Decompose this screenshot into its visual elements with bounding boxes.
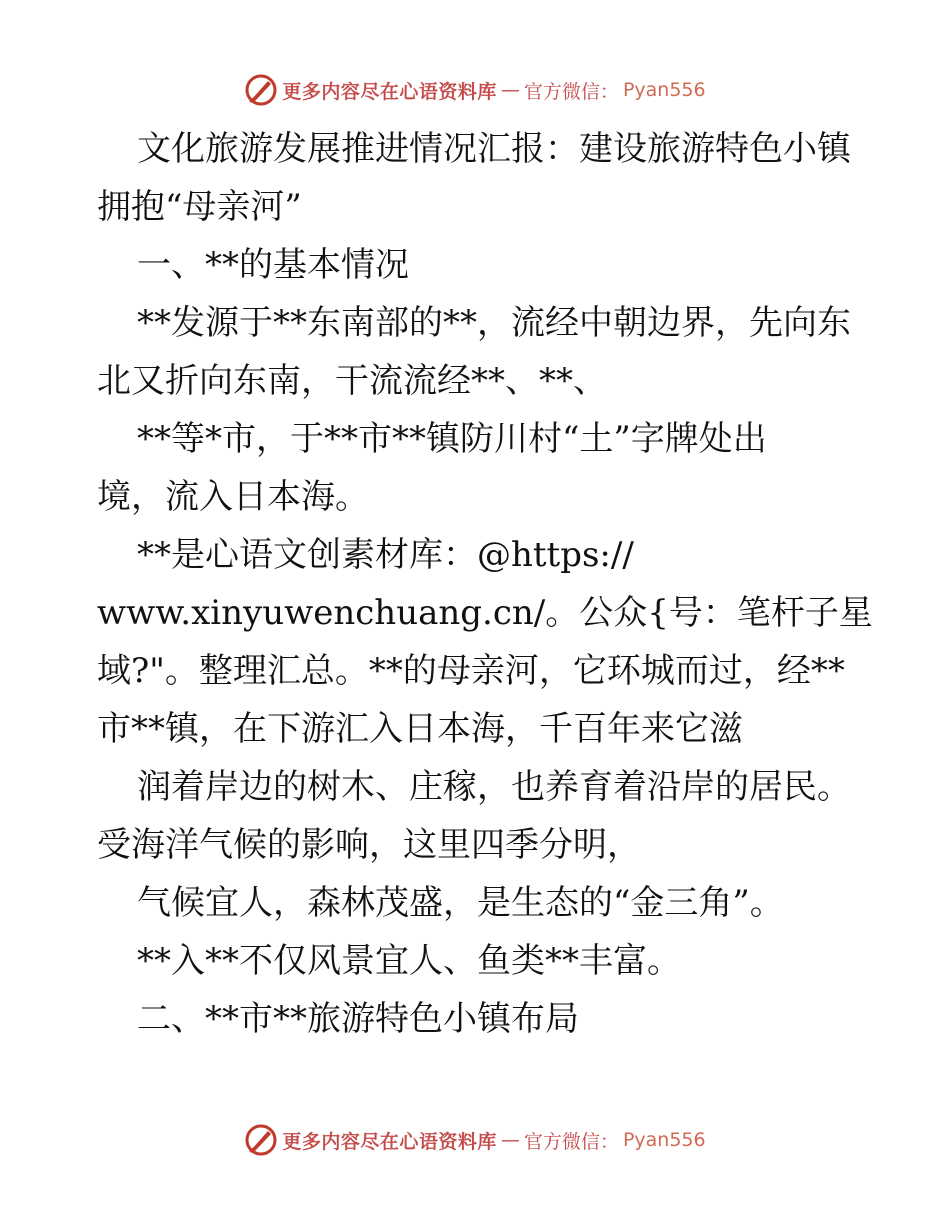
doc-line: **发源于**东南部的**，流经中朝边界，先向东: [137, 303, 851, 343]
banner-main-text: 更多内容尽在心语资料库: [282, 80, 497, 103]
document-body: [97, 120, 873, 1048]
doc-line: 域?"。整理汇总。**的母亲河，它环城而过，经**: [97, 651, 845, 691]
doc-line: 市**镇，在下游汇入日本海，千百年来它滋: [97, 709, 743, 749]
doc-line: 拥抱“母亲河”: [97, 187, 302, 227]
footer-banner: [0, 1120, 950, 1160]
banner-wechat-id: Pyan556: [622, 79, 706, 101]
doc-line: **是心语文创素材库：@https://: [137, 535, 634, 575]
doc-line: 润着岸边的树木、庄稼，也养育着沿岸的居民。: [137, 767, 851, 807]
header-banner: [0, 70, 950, 110]
banner-wechat-id: Pyan556: [622, 1129, 706, 1151]
doc-line: www.xinyuwenchuang.cn/。公众{号：笔杆子星: [97, 593, 873, 633]
doc-line: 文化旅游发展推进情况汇报：建设旅游特色小镇: [137, 129, 851, 169]
doc-line: 气候宜人，森林茂盛，是生态的“金三角”。: [137, 883, 784, 923]
doc-line: 北又折向东南，干流流经**、**、: [97, 361, 607, 401]
banner-main-text: 更多内容尽在心语资料库: [282, 1130, 497, 1153]
doc-line: **入**不仅风景宜人、鱼类**丰富。: [137, 941, 681, 981]
section-heading: 一、**的基本情况: [137, 245, 409, 285]
banner-label: 官方微信：: [523, 80, 619, 103]
doc-line: 受海洋气候的影响，这里四季分明，: [97, 825, 641, 865]
doc-line: **等*市，于**市**镇防川村“土”字牌处出: [137, 419, 767, 459]
banner-separator: —: [500, 1129, 520, 1151]
quill-logo-icon: [244, 73, 278, 107]
quill-logo-icon: [244, 1123, 278, 1157]
banner-label: 官方微信：: [523, 1130, 619, 1153]
section-heading: 二、**市**旅游特色小镇布局: [137, 999, 579, 1039]
banner-separator: —: [500, 79, 520, 101]
doc-line: 境，流入日本海。: [97, 477, 369, 517]
